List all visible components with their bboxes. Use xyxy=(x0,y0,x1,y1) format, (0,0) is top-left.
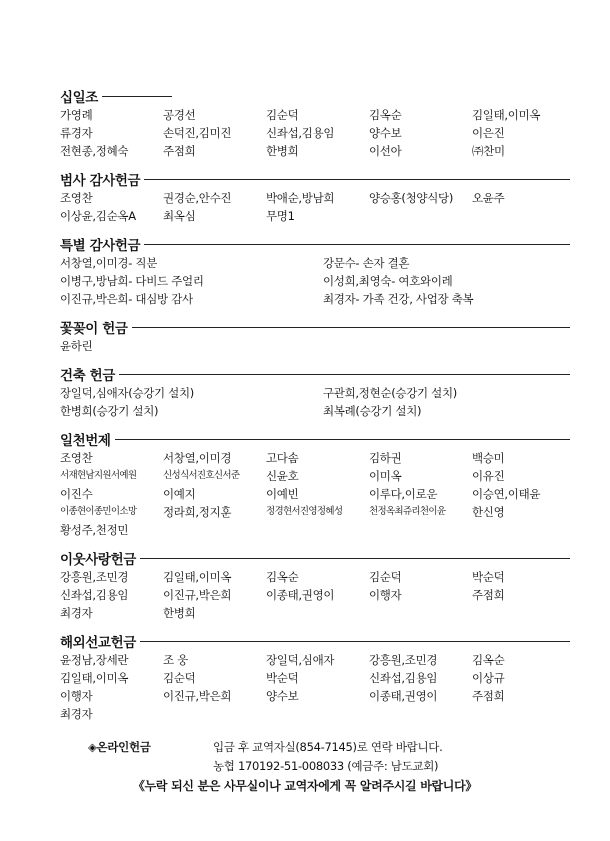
donor-name xyxy=(163,521,266,539)
donor-name xyxy=(266,705,369,723)
flower-section xyxy=(60,317,570,355)
heading-rule xyxy=(115,439,570,440)
neighbor-love-title: 이웃사랑헌금 xyxy=(60,552,136,568)
donor-name: 신좌섭,김용임 xyxy=(369,671,438,685)
donor-name: 이은진 xyxy=(472,126,505,140)
donor-name: 이예빈 xyxy=(266,487,299,501)
flower-heading xyxy=(60,317,570,337)
donor-name: 이상규 xyxy=(472,671,505,685)
donor-name: 이유진 xyxy=(472,469,505,483)
neighbor-love-names xyxy=(60,568,570,622)
donor-entry: 최복례(승강기 설치) xyxy=(323,404,422,418)
donor-name xyxy=(472,207,570,225)
thousand-offering-section xyxy=(60,429,570,539)
general-thanks-title: 범사 감사헌금 xyxy=(60,173,141,189)
special-thanks-names xyxy=(60,254,570,308)
donor-entry: 이진규,박은희- 대심방 감사 xyxy=(60,292,193,306)
donor-name: 신성식서진호신서준 xyxy=(163,470,240,481)
tithe-names xyxy=(60,106,570,160)
donor-name: 양수보 xyxy=(266,689,299,703)
donor-name: 이진규,박은희 xyxy=(163,689,232,703)
donor-name xyxy=(472,604,570,622)
special-thanks-section xyxy=(60,234,570,308)
donor-name: 김옥순 xyxy=(369,108,402,122)
donor-name: 손덕진,김미진 xyxy=(163,126,232,140)
donor-name: 최옥심 xyxy=(163,209,196,223)
donor-entry: 서창열,이미경- 직분 xyxy=(60,256,158,270)
donor-name: 이루다,이로운 xyxy=(369,487,438,501)
donor-entry: 최경자- 가족 건강, 사업장 축복 xyxy=(323,292,474,306)
donor-name: 양승홍(청양식당) xyxy=(369,191,454,205)
heading-rule xyxy=(144,179,570,180)
heading-rule xyxy=(140,641,570,642)
heading-rule xyxy=(144,244,570,245)
donor-name: 김하권 xyxy=(369,451,402,465)
donor-name: 황성주,천정민 xyxy=(60,523,129,537)
donor-name xyxy=(266,604,369,622)
donor-name: 최경자 xyxy=(60,707,93,721)
neighbor-love-section xyxy=(60,548,570,622)
omission-notice: 《누락 되신 분은 사무실이나 교역자에게 꼭 알려주시길 바랍니다》 xyxy=(132,779,478,793)
online-offering-label: ◈온라인헌금 xyxy=(88,739,151,754)
donor-name: 공경선 xyxy=(163,108,196,122)
heading-rule xyxy=(132,327,570,328)
donor-name: 양수보 xyxy=(369,126,402,140)
donor-name: 정경현서진영정혜성 xyxy=(266,506,343,517)
donor-name: 김옥순 xyxy=(472,653,505,667)
donor-name: 김일태,이미옥 xyxy=(163,570,232,584)
donor-name xyxy=(369,604,472,622)
donor-name: ㈜찬미 xyxy=(472,144,505,158)
offering-list xyxy=(60,86,570,732)
flower-names xyxy=(60,337,570,355)
overseas-mission-heading xyxy=(60,631,570,651)
donor-name xyxy=(472,521,570,539)
donor-entry: 이병구,방남희- 다비드 주얼리 xyxy=(60,274,204,288)
donor-name: 주점희 xyxy=(472,588,505,602)
donor-name: 이예지 xyxy=(163,487,196,501)
donor-name: 김순덕 xyxy=(163,671,196,685)
donor-name xyxy=(266,521,369,539)
donor-name: 이종태,권영이 xyxy=(369,689,438,703)
donor-name: 권경순,안수진 xyxy=(163,191,232,205)
donor-name: 이승연,이태윤 xyxy=(472,487,541,501)
donor-name: 서재현남지원서예원 xyxy=(60,470,137,481)
contact-instruction: 입금 후 교역자실(854-7145)로 연락 바랍니다. xyxy=(213,739,443,754)
building-names xyxy=(60,384,570,420)
donor-name: 이행자 xyxy=(60,689,93,703)
donor-name: 이미옥 xyxy=(369,469,402,483)
donor-name: 신윤호 xyxy=(266,469,299,483)
donor-name xyxy=(369,521,472,539)
donor-name: 이상윤,김순옥A xyxy=(60,209,136,223)
heading-rule xyxy=(119,374,570,375)
donor-name: 김옥순 xyxy=(266,570,299,584)
online-offering-footer xyxy=(0,737,610,796)
tithe-title: 십일조 xyxy=(60,90,98,106)
general-thanks-heading xyxy=(60,169,570,189)
bank-account-row xyxy=(0,756,610,775)
tithe-section xyxy=(60,86,570,160)
donor-name: 김순덕 xyxy=(266,108,299,122)
building-title: 건축 헌금 xyxy=(60,368,115,384)
donor-name: 이진규,박은희 xyxy=(163,588,232,602)
donor-name: 김순덕 xyxy=(369,570,402,584)
tithe-heading xyxy=(60,86,570,106)
thousand-offering-names xyxy=(60,449,570,539)
donor-name: 고다솜 xyxy=(266,451,299,465)
donor-name: 이선아 xyxy=(369,144,402,158)
donor-name: 전현종,정혜숙 xyxy=(60,144,129,158)
donor-name: 이종현이종민이소망 xyxy=(60,506,137,517)
general-thanks-section xyxy=(60,169,570,225)
donor-name: 정라희,정지훈 xyxy=(163,505,232,519)
building-heading xyxy=(60,364,570,384)
donor-name: 주점희 xyxy=(163,144,196,158)
donor-name: 김일태,이미옥 xyxy=(472,108,541,122)
donor-name: 신좌섭,김용임 xyxy=(266,126,335,140)
donor-name xyxy=(369,207,472,225)
donor-entry: 강문수- 손자 결혼 xyxy=(323,256,410,270)
donor-name: 조 웅 xyxy=(163,653,188,667)
donor-name: 주점희 xyxy=(472,689,505,703)
general-thanks-names xyxy=(60,189,570,225)
thousand-offering-heading xyxy=(60,429,570,449)
donor-name: 조영찬 xyxy=(60,451,93,465)
donor-name: 박순덕 xyxy=(472,570,505,584)
bank-account-info: 농협 170192-51-008033 (예금주: 남도교회) xyxy=(213,758,439,773)
donor-name: 이진수 xyxy=(60,487,93,501)
donor-name: 한병희 xyxy=(163,606,196,620)
donor-name: 이종태,권영이 xyxy=(266,588,335,602)
donor-name: 김일태,이미옥 xyxy=(60,671,129,685)
donor-name: 오윤주 xyxy=(472,191,505,205)
special-thanks-heading xyxy=(60,234,570,254)
donor-entry: 이성희,최영숙- 여호와이레 xyxy=(323,274,453,288)
overseas-mission-names xyxy=(60,651,570,723)
donor-name: 이행자 xyxy=(369,588,402,602)
donor-entry: 장일덕,심애자(승강기 설치) xyxy=(60,386,194,400)
donor-name: 최경자 xyxy=(60,606,93,620)
donor-name: 가영례 xyxy=(60,108,93,122)
donor-name: 조영찬 xyxy=(60,191,93,205)
donor-entry: 한병희(승강기 설치) xyxy=(60,404,159,418)
donor-name: 신좌섭,김용임 xyxy=(60,588,129,602)
flower-title: 꽃꽂이 헌금 xyxy=(60,321,128,337)
donor-name: 무명1 xyxy=(266,209,295,223)
overseas-mission-section xyxy=(60,631,570,723)
donor-name xyxy=(369,705,472,723)
overseas-mission-title: 해외선교헌금 xyxy=(60,635,136,651)
building-section xyxy=(60,364,570,420)
donor-name: 박순덕 xyxy=(266,671,299,685)
donor-name: 장일덕,심애자 xyxy=(266,653,335,667)
heading-rule xyxy=(140,558,570,559)
donor-name: 천정옥최쥬리천이윤 xyxy=(369,506,446,517)
donor-name: 서창열,이미경 xyxy=(163,451,232,465)
neighbor-love-heading xyxy=(60,548,570,568)
donor-name: 강흥원,조민경 xyxy=(60,570,129,584)
donor-entry: 구관희,정현순(승강기 설치) xyxy=(323,386,457,400)
donor-name: 류경자 xyxy=(60,126,93,140)
thousand-offering-title: 일천번제 xyxy=(60,433,111,449)
donor-name: 백승미 xyxy=(472,451,505,465)
donor-name: 박애순,방남희 xyxy=(266,191,335,205)
online-offering-row xyxy=(0,737,610,756)
special-thanks-title: 특별 감사헌금 xyxy=(60,238,141,254)
donor-name: 한병희 xyxy=(266,144,299,158)
donor-name: 윤하린 xyxy=(60,339,93,353)
donor-name xyxy=(163,705,266,723)
donor-name: 윤정남,장세란 xyxy=(60,653,129,667)
donor-name: 한신영 xyxy=(472,505,505,519)
donor-name: 강흥원,조민경 xyxy=(369,653,438,667)
heading-rule xyxy=(102,96,172,97)
donor-name xyxy=(472,705,570,723)
